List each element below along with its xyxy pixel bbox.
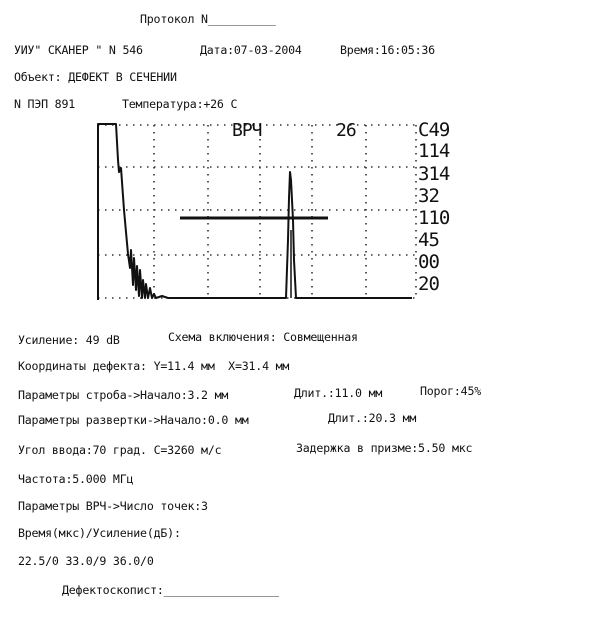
- date: Дата:07-03-2004: [200, 43, 302, 57]
- gate-length: Длит.:11.0 мм: [294, 386, 383, 400]
- readout-3: 32: [418, 185, 439, 207]
- defect-coordinates: Координаты дефекта: Y=11.4 мм X=31.4 мм: [18, 359, 290, 373]
- probe-number: N ПЭП 891: [14, 97, 76, 111]
- sweep-start: Параметры развертки->Начало:0.0 мм: [18, 413, 249, 427]
- gain: Усиление: 49 dB: [18, 333, 120, 347]
- temperature: Температура:+26 С: [122, 97, 238, 111]
- signal-trace: [98, 124, 412, 300]
- readout-4: 110: [418, 207, 450, 229]
- ascan-svg: [96, 120, 466, 300]
- gate-start: Параметры строба->Начало:3.2 мм: [18, 388, 229, 402]
- prism-delay: Задержка в призме:5.50 мкс: [296, 441, 473, 455]
- readout-5: 45: [418, 229, 439, 251]
- readout-2: 314: [418, 163, 450, 185]
- top-value: 26: [336, 120, 356, 141]
- sweep-length: Длит.:20.3 мм: [328, 411, 417, 425]
- readout-0: С49: [418, 119, 450, 141]
- tcg-values: 22.5/0 33.0/9 36.0/0: [18, 554, 154, 568]
- time: Время:16:05:36: [340, 43, 435, 57]
- readout-7: 20: [418, 273, 439, 295]
- ascan-display: [96, 120, 466, 300]
- readout-6: 00: [418, 251, 439, 273]
- mode-label: ВРЧ: [232, 120, 262, 141]
- protocol-title: Протокол N__________: [140, 12, 276, 26]
- readout-1: 114: [418, 140, 450, 162]
- tcg-header: Время(мкс)/Усиление(дБ):: [18, 526, 181, 540]
- ascan-grid: [98, 125, 416, 298]
- tcg-parameters: Параметры ВРЧ->Число точек:3: [18, 499, 208, 513]
- frequency: Частота:5.000 МГц: [18, 472, 134, 486]
- connection-scheme: Схема включения: Совмещенная: [168, 330, 358, 344]
- input-angle: Угол ввода:70 град. С=3260 м/с: [18, 443, 222, 457]
- inspector-signature: Дефектоскопист:_________________: [62, 583, 279, 597]
- gate-threshold: Порог:45%: [420, 384, 482, 398]
- object-line: Объект: ДЕФЕКТ В СЕЧЕНИИ: [14, 70, 177, 84]
- device-name: УИУ" СКАНЕР " N 546: [14, 43, 143, 57]
